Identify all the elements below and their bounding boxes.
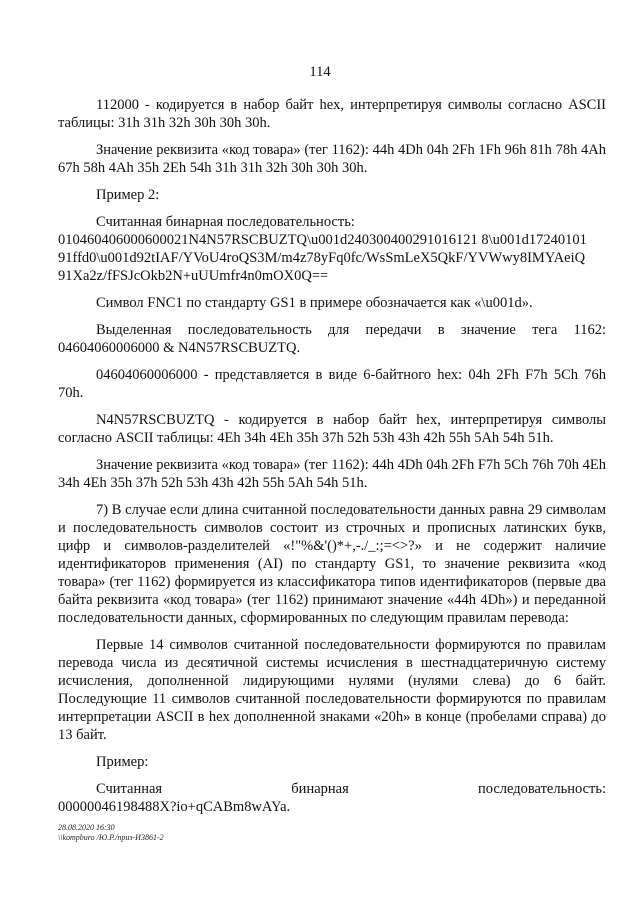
binary-sequence-code [58,231,606,285]
code-line: 91Xa2z/fFSJcOkb2N+uUUmfr4n0mOX0Q== [58,268,329,284]
paragraph-example-heading: Пример: [96,754,149,770]
code-line: 00000046198488X?io+qCABm8wAYa. [58,799,291,815]
paragraph-product-code-value-1: Значение реквизита «код товара» (тег 1162): 44h 4Dh 04h 2Fh 1Fh 96h 81h 78h 4Ah 67h 58h 4Ah 35h 2Eh 54h 31h 31h 32h 30h 30h 30h. [58,142,606,176]
footer-timestamp: 28.08.2020 16:30 [58,823,115,832]
code-line: 91ffd0\u001d92tIAF/YVoU4roQS3M/m4z78yFq0fc/WsSmLeX5QkF/YVWwy8IMYAeiQ [58,250,586,266]
paragraph-product-code-value-2: Значение реквизита «код товара» (тег 1162): 44h 4Dh 04h 2Fh F7h 5Ch 76h 70h 4Eh 34h 4Eh 35h 37h 52h 53h 43h 42h 55h 5Ah 54h 51h. [58,457,606,491]
paragraph-fnc1-symbol: Символ FNC1 по стандарту GS1 в примере обозначается как «\u001d». [96,295,533,311]
paragraph-binary-sequence-label-2: Считанная бинарная последовательность: [96,781,606,797]
footer-document-path: \\kompburo /Ю.Р./приз-И3861-2 [58,833,164,842]
page-number: 114 [309,64,331,80]
paragraph-binary-sequence-label: Считанная бинарная последовательность: [96,214,355,230]
paragraph-ascii-112000: 112000 - кодируется в набор байт hex, интерпретируя символы согласно ASCII таблицы: 31h 31h 32h 30h 30h 30h. [58,97,606,131]
paragraph-example-2-heading: Пример 2: [96,187,160,203]
paragraph-ascii-n4n57: N4N57RSCBUZTQ - кодируется в набор байт hex, интерпретируя символы согласно ASCII таблицы: 4Eh 34h 4Eh 35h 37h 52h 53h 43h 42h 55h 5Ah 54h 51h. [58,412,606,446]
paragraph-rule-7: 7) В случае если длина считанной последовательности данных равна 29 символам и последовательность символов состоит из строчных и прописных латинских букв, цифр и символов-разделителей «!"%&'()*+,-./_:;=<>?» и не содержит наличие идентификаторов применения (AI) по стандарту GS1, то значение реквизита «код товара» (тег 1162) формируется из классификатора типов идентификаторов (первые два байта реквизита «код товара» (тег 1162) принимают значение «44h 4Dh») и переданной последовательности данных, сформированных по следующим правилам перевода: [58,502,606,626]
paragraph-6-byte-hex: 04604060006000 - представляется в виде 6-байтного hex: 04h 2Fh F7h 5Ch 76h 70h. [58,367,606,401]
document-body [58,96,606,825]
document-footer [58,823,164,843]
paragraph-first-14-symbols: Первые 14 символов считанной последовательности формируются по правилам перевода числа из десятичной системы исчисления в шестнадцатеричную систему исчисления, дополненной лидирующими нулями (нулями слева) до 6 байт. Последующие 11 символов считанной последовательности формируются по правилам интерпретации ASCII в hex дополненной знаками «20h» в конце (пробелами справа) до 13 байт. [58,637,606,743]
paragraph-selected-sequence: Выделенная последовательность для передачи в значение тега 1162: 04604060006000 & N4N57RSCBUZTQ. [58,322,606,356]
code-line: 010460406000600021N4N57RSCBUZTQ\u001d240300400291016121 8\u001d17240101 [58,232,587,248]
